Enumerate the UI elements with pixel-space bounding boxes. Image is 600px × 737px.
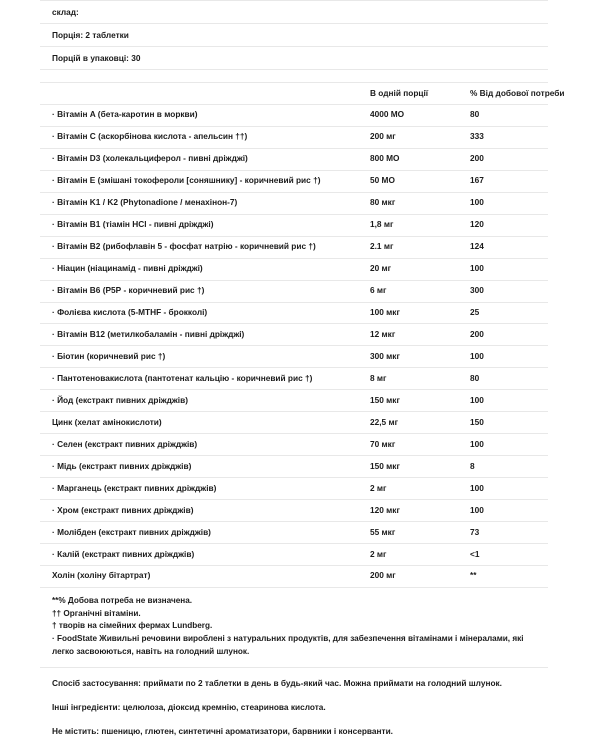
nutrient-name <box>40 412 370 434</box>
nutrient-daily-value: 124 <box>470 236 548 258</box>
nutrient-name-text: Мідь (екстракт пивних дріжджів) <box>57 460 192 471</box>
bullet-icon: · <box>52 197 55 208</box>
bullet-icon: · <box>52 438 55 449</box>
usage-information-block <box>40 668 548 736</box>
bullet-icon: · <box>52 460 55 471</box>
bullet-icon: · <box>52 394 55 405</box>
nutrient-daily-value: 300 <box>470 280 548 302</box>
nutrient-amount: 4000 МО <box>370 104 470 126</box>
table-row <box>40 434 548 456</box>
table-row <box>40 148 548 170</box>
nutrition-facts-body <box>40 104 548 587</box>
nutrient-amount: 20 мг <box>370 258 470 280</box>
product-info-table <box>40 0 548 70</box>
nutrient-amount: 80 мкг <box>370 192 470 214</box>
nutrient-amount: 2 мг <box>370 478 470 500</box>
nutrient-name-text: Марганець (екстракт пивних дріжджів) <box>57 482 217 493</box>
table-row <box>40 368 548 390</box>
bullet-icon: · <box>52 109 55 120</box>
nutrient-name-text: Фолієва кислота (5-MTHF - брокколі) <box>57 307 208 318</box>
nutrient-amount: 120 мкг <box>370 500 470 522</box>
nutrient-name-text: Вітамін K1 / K2 (Phytonadione / менахінон-7) <box>57 197 238 208</box>
nutrient-amount: 8 мг <box>370 368 470 390</box>
nutrient-daily-value: 100 <box>470 390 548 412</box>
table-row <box>40 412 548 434</box>
nutrient-name <box>40 258 370 280</box>
nutrient-daily-value: 150 <box>470 412 548 434</box>
bullet-icon: · <box>52 131 55 142</box>
nutrient-name-text: Ніацин (ніацинамід - пивні дріжджі) <box>57 263 203 274</box>
bullet-icon: · <box>52 372 55 383</box>
footnote-organic-vitamins: †† Органічні вітаміни. <box>52 608 141 618</box>
nutrient-amount: 70 мкг <box>370 434 470 456</box>
nutrient-name <box>40 390 370 412</box>
bullet-icon: · <box>52 526 55 537</box>
table-row <box>40 522 548 544</box>
nutrient-name <box>40 170 370 192</box>
free-from-statement: Не містить: пшеницю, глютен, синтетичні ароматизатори, барвники і консерванти. <box>52 726 393 736</box>
nutrient-name <box>40 544 370 566</box>
nutrient-daily-value: 120 <box>470 214 548 236</box>
table-row <box>40 302 548 324</box>
nutrient-name-text: Вітамін D3 (холекальциферол - пивні дріжджі) <box>57 153 248 164</box>
nutrient-amount: 2.1 мг <box>370 236 470 258</box>
nutrient-name <box>40 565 370 587</box>
nutrient-name <box>40 192 370 214</box>
nutrient-amount: 800 МО <box>370 148 470 170</box>
nutrient-daily-value: 100 <box>470 346 548 368</box>
nutrient-name-text: Йод (екстракт пивних дріжджів) <box>57 394 188 405</box>
nutrient-name <box>40 214 370 236</box>
bullet-icon: · <box>52 350 55 361</box>
nutrient-daily-value: 100 <box>470 258 548 280</box>
nutrient-name-text: Пантотеновакислота (пантотенат кальцію - коричневий рис †) <box>57 372 313 383</box>
footnote-daily-value-undetermined: **% Добова потреба не визначена. <box>52 595 193 605</box>
nutrient-amount: 1,8 мг <box>370 214 470 236</box>
nutrient-name <box>40 324 370 346</box>
nutrient-name <box>40 148 370 170</box>
nutrient-name-text: Цинк (хелат амінокислоти) <box>52 416 162 427</box>
table-row <box>40 544 548 566</box>
nutrient-name-text: Вітамін C (аскорбінова кислота - апельсин ††) <box>57 131 248 142</box>
bullet-icon: · <box>52 482 55 493</box>
nutrient-name <box>40 346 370 368</box>
bullet-icon: · <box>52 241 55 252</box>
nutrient-daily-value: 200 <box>470 148 548 170</box>
nutrient-amount: 100 мкг <box>370 302 470 324</box>
nutrient-amount: 50 МО <box>370 170 470 192</box>
nutrient-name <box>40 456 370 478</box>
nutrient-name <box>40 434 370 456</box>
nutrient-name-text: Біотин (коричневий рис †) <box>57 350 166 361</box>
footnote-foodstate: · FoodState Живильні речовини вироблені з натуральних продуктів, для забезпечення вітамінами і мінералами, які легко засвоюються, навіть на голодний шлунок. <box>52 634 524 656</box>
table-row <box>40 390 548 412</box>
nutrient-daily-value: 25 <box>470 302 548 324</box>
table-row <box>40 456 548 478</box>
nutrient-amount: 200 мг <box>370 565 470 587</box>
nutrient-name-text: Селен (екстракт пивних дріжджів) <box>57 438 198 449</box>
composition-row <box>40 1 548 24</box>
nutrient-name-text: Вітамін E (змішані токофероли [соняшнику] - коричневий рис †) <box>57 175 321 186</box>
nutrient-name-text: Вітамін B12 (метилкобаламін - пивні дріжджі) <box>57 328 245 339</box>
nutrient-name <box>40 104 370 126</box>
nutrient-name-text: Хром (екстракт пивних дріжджів) <box>57 504 194 515</box>
bullet-icon: · <box>52 307 55 318</box>
nutrient-amount: 150 мкг <box>370 456 470 478</box>
other-ingredients: Інші інгредієнти: целюлоза, діоксид кремнію, стеаринова кислота. <box>52 702 326 713</box>
column-header-name <box>40 83 370 105</box>
bullet-icon: · <box>52 285 55 296</box>
servings-per-container-label: Порцій в упаковці: 30 <box>40 47 548 70</box>
table-row <box>40 346 548 368</box>
nutrient-daily-value: 100 <box>470 500 548 522</box>
nutrient-amount: 22,5 мг <box>370 412 470 434</box>
nutrient-name <box>40 280 370 302</box>
bullet-icon: · <box>52 219 55 230</box>
nutrient-daily-value: 167 <box>470 170 548 192</box>
nutrient-name-text: Калій (екстракт пивних дріжджів) <box>57 548 195 559</box>
servings-per-container-row <box>40 47 548 70</box>
nutrient-amount: 2 мг <box>370 544 470 566</box>
nutrient-name-text: Молібден (екстракт пивних дріжджів) <box>57 526 211 537</box>
nutrient-daily-value: 80 <box>470 104 548 126</box>
nutrient-name <box>40 368 370 390</box>
serving-size-row <box>40 24 548 47</box>
nutrient-daily-value: 100 <box>470 478 548 500</box>
nutrient-amount: 55 мкг <box>370 522 470 544</box>
bullet-icon: · <box>52 153 55 164</box>
table-row <box>40 214 548 236</box>
nutrient-name <box>40 478 370 500</box>
nutrient-amount: 150 мкг <box>370 390 470 412</box>
serving-size-label: Порція: 2 таблетки <box>40 24 548 47</box>
bullet-icon: · <box>52 504 55 515</box>
table-row <box>40 104 548 126</box>
nutrient-daily-value: 8 <box>470 456 548 478</box>
nutrient-daily-value: 73 <box>470 522 548 544</box>
nutrient-daily-value: 200 <box>470 324 548 346</box>
nutrient-daily-value: ** <box>470 565 548 587</box>
nutrient-daily-value: <1 <box>470 544 548 566</box>
table-row <box>40 236 548 258</box>
bullet-icon: · <box>52 175 55 186</box>
column-header-amount: В одній порції <box>370 83 470 105</box>
composition-label: склад: <box>40 1 548 24</box>
bullet-icon: · <box>52 548 55 559</box>
table-row <box>40 500 548 522</box>
nutrient-daily-value: 80 <box>470 368 548 390</box>
nutrient-name <box>40 302 370 324</box>
nutrient-amount: 200 мг <box>370 126 470 148</box>
usage-directions: Спосіб застосування: приймати по 2 таблетки в день в будь-який час. Можна приймати на голодний шлунок. <box>52 678 502 689</box>
nutrient-name <box>40 522 370 544</box>
nutrient-name-text: Вітамін B2 (рибофлавін 5 - фосфат натрію - коричневий рис †) <box>57 241 316 252</box>
nutrition-facts-table <box>40 82 565 588</box>
table-row <box>40 170 548 192</box>
bullet-icon: · <box>52 328 55 339</box>
nutrient-amount: 6 мг <box>370 280 470 302</box>
nutrient-daily-value: 333 <box>470 126 548 148</box>
column-header-daily-value: % Від добової потреби <box>470 83 548 105</box>
nutrient-daily-value: 100 <box>470 434 548 456</box>
table-header-row <box>40 83 548 105</box>
nutrient-amount: 300 мкг <box>370 346 470 368</box>
bullet-icon: · <box>52 263 55 274</box>
nutrient-name-text: Вітамін B6 (Р5Р - коричневий рис †) <box>57 285 205 296</box>
table-row <box>40 565 548 587</box>
nutrient-amount: 12 мкг <box>370 324 470 346</box>
nutrient-name-text: Вітамін B1 (тіамін HCl - пивні дріжджі) <box>57 219 214 230</box>
nutrient-name-text: Вітамін A (бета-каротин в моркви) <box>57 109 198 120</box>
table-row <box>40 192 548 214</box>
nutrient-name <box>40 500 370 522</box>
nutrient-daily-value: 100 <box>470 192 548 214</box>
table-row <box>40 126 548 148</box>
table-row <box>40 324 548 346</box>
nutrient-name <box>40 236 370 258</box>
table-row <box>40 478 548 500</box>
footnote-lundberg-farms: † творів на сімейних фермах Lundberg. <box>52 621 213 631</box>
section-gap <box>0 70 600 82</box>
table-row <box>40 280 548 302</box>
nutrient-name <box>40 126 370 148</box>
table-row <box>40 258 548 280</box>
nutrient-name-text: Холін (холіну бітартрат) <box>52 570 151 581</box>
